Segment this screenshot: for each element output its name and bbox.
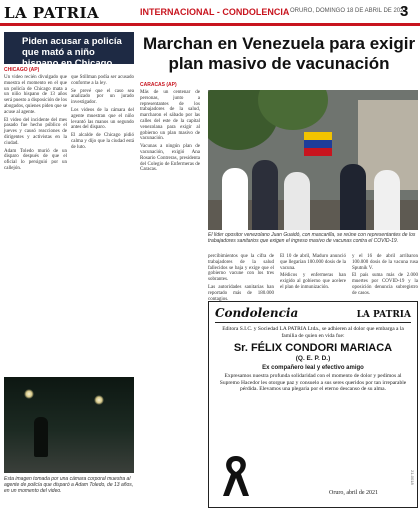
paragraph: Se prevé que el caso sea analizado por un jurado investigador. <box>71 88 134 106</box>
paragraph: Las autoridades sanitarias han reportado más de 180.000 contagios. <box>208 284 274 302</box>
main-photo-caption: El líder opositor venezolano Juan Guaidó, con mascarilla, se reúne con representantes de los trabajadores sanitarios que exigen el ingreso masivo de vacunas contra el COVID-19. <box>208 232 416 244</box>
paragraph: Vacunas a ningún plan de vacunación, exigió Ana Rosario Contreras, presidenta del Colegio de Enfermeras de Caracas. <box>140 144 200 173</box>
main-column-3 <box>280 254 346 304</box>
condolence-notice <box>208 301 418 508</box>
paragraph: El video del incidente del mes pasado fue hecho público el jueves y causó reacciones de dirigentes y activistas en la ciudad. <box>4 117 67 146</box>
main-article <box>140 32 418 302</box>
person-figure <box>340 164 366 230</box>
condolence-header <box>215 306 411 323</box>
flag-stripe-yellow <box>304 132 332 140</box>
condolence-subtitle: Ex compañero leal y efectivo amigo <box>262 365 364 371</box>
paragraph: El país suma más de 2.000 muertes por COVID-19 y la oposición denuncia subregistro de casos. <box>352 273 418 296</box>
condolence-brand: LA PATRIA <box>356 310 411 320</box>
mourning-ribbon-icon <box>219 452 253 498</box>
main-column-2 <box>208 254 274 304</box>
paragraph: Un video recién divulgado que muestra el momento en el que un policía de Chicago mata a un niño hispano de 13 años será puesto a disposición de los abogados, quienes piden que se acuse al agente. <box>4 75 67 115</box>
main-column-4 <box>352 254 418 304</box>
paragraph: y el 16 de abril arribaron 100.000 dosis de la vacuna rusa Sputnik V. <box>352 254 418 271</box>
section-label: INTERNACIONAL - CONDOLENCIA <box>140 7 290 17</box>
left-article-column-2 <box>71 75 134 174</box>
side-code: 21-0018 <box>410 470 415 485</box>
condolence-message: Expresamos nuestra profunda solidaridad con el momento de dolor y pedimos al Supremo Hacedor les otorgue paz y consuelo a sus seres queridos por tan irreparable pérdida. Elevamos una plegaria por el eterno descanso de su alma. <box>219 373 407 392</box>
left-article-body <box>4 75 134 174</box>
left-photo-caption: Esta imagen tomada por una cámara corporal muestra al agente de policía que disparó a Adam Toledo, de 13 años, en un momento del video. <box>4 476 134 494</box>
main-article-photo <box>208 90 418 230</box>
left-article <box>4 32 134 508</box>
left-article-column-1 <box>4 75 67 174</box>
person-figure <box>222 168 248 230</box>
person-figure <box>252 160 278 230</box>
main-article-lower-body <box>208 254 418 304</box>
paragraph: Médicos y enfermeras han exigido al gobierno que acelere el plan de inmunización. <box>280 273 346 290</box>
person-figure <box>374 170 400 230</box>
rip-label: (Q. E. P. D.) <box>295 355 331 362</box>
paragraph: El alcalde de Chicago pidió calma y dijo que la ciudad está de luto. <box>71 133 134 150</box>
newspaper-logo: LA PATRIA <box>4 4 100 22</box>
paragraph: percibimientos que la cifra de trabajadores de la salud fallecidos se baja y exige que el gobierno vacune con los tres sobrantes. <box>208 254 274 283</box>
paragraph: Adam Toledo murió de un disparo después de que el oficial lo persiguió por un callejón. <box>4 148 67 171</box>
light-spot <box>94 395 104 405</box>
condolence-title: Condolencia <box>215 306 299 320</box>
dateline: ORURO, DOMINGO 18 DE ABRIL DE 2021 <box>290 8 407 14</box>
main-headline: Marchan en Venezuela para exigir plan masivo de vacunación <box>142 34 416 73</box>
left-article-headline: Piden acusar a policía que mató a niño hispano en Chicago <box>4 32 134 64</box>
paragraph: Más de un centenar de personas, junto a representantes de los trabajadores de la salud, marcharon el sábado por las calles del este de la capital venezolana para exigir al gobierno un plan masivo de vacunación. <box>140 90 200 142</box>
main-byline: CARACAS (AP) <box>140 82 177 88</box>
left-article-byline: CHICAGO (AP) <box>4 67 40 73</box>
flag-stripe-blue <box>304 140 332 148</box>
masthead <box>0 0 420 26</box>
paragraph: Los videos de la cámara del agente muestran que el niño levantó las manos un segundo antes del disparo. <box>71 107 134 131</box>
silhouette-figure <box>34 417 48 457</box>
condolence-intro: Editora S.I.C. y Sociedad LA PATRIA Ltda., se adhieren al dolor que embarga a la familia de quien en vida fue: <box>222 326 404 339</box>
person-figure <box>284 172 310 230</box>
deceased-name: Sr. FÉLIX CONDORI MARIACA <box>233 342 393 354</box>
left-article-photo <box>4 377 134 473</box>
main-column-1 <box>140 90 200 175</box>
condolence-place-date: Oruro, abril de 2021 <box>329 490 378 496</box>
paragraph: que Stillman podía ser acusado conforme a la ley. <box>71 75 134 86</box>
flag-stripe-red <box>304 148 332 156</box>
page-number: 3 <box>400 3 409 20</box>
paragraph: El 10 de abril, Maduro anunció que llegarían 100.000 dosis de la vacuna. <box>280 254 346 271</box>
light-spot <box>24 389 34 399</box>
